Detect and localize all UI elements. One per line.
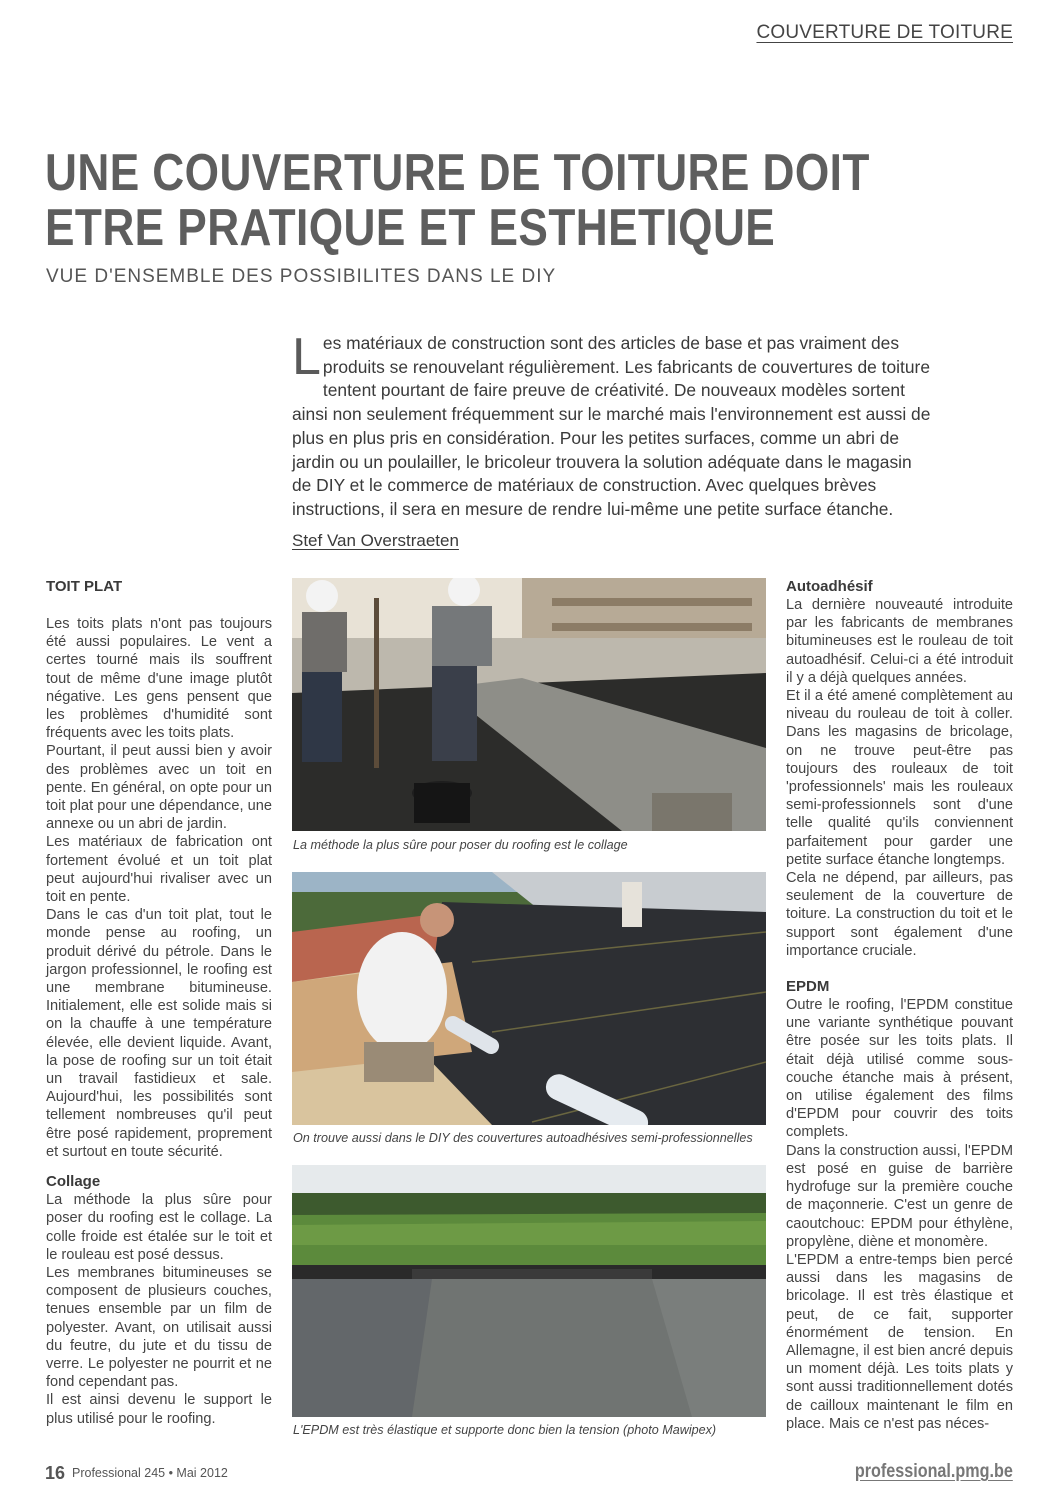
- paragraph: Dans le cas d'un toit plat, tout le monde pense au roofing, un produit dérivé du pétrole. Dans le jargon professionnel, le roofing est une membrane bitumineuse. Initialement, elle est solide mais si on la chauffe à une température élevée, elle devient liquide. Avant, la pose de roofing sur un toit était un travail fastidieux et sale. Aujourd'hui, les possibilités sont tellement nombreuses qu'il peut être posé rapidement, proprement et surtout en toute sécurité.: [46, 907, 272, 1160]
- right-column: [786, 578, 1013, 1433]
- paragraph: Les membranes bitumineuses se composent de plusieurs couches, tenues ensemble par un film de polyester. Avant, on utilisait aussi du feutre, du jute et du tissu de verre. Le polyester ne pourrit et ne fond cependant pas.: [46, 1264, 272, 1391]
- epdm-roof-image: [292, 1165, 766, 1417]
- article-subtitle: VUE D'ENSEMBLE DES POSSIBILITES DANS LE DIY: [46, 266, 557, 287]
- title-line-2: ETRE PRATIQUE ET ESTHETIQUE: [45, 199, 776, 257]
- photo-caption: On trouve aussi dans le DIY des couvertures autoadhésives semi-professionnelles: [293, 1131, 753, 1145]
- section-label: COUVERTURE DE TOITURE: [756, 22, 1013, 43]
- paragraph: Les toits plats n'ont pas toujours été aussi populaires. Le vent a certes tourné mais ils souffrent tout de même d'une image plutôt négative. Les gens pensent que les problèmes d'humidité sont fréquents avec les toits plats.: [46, 616, 272, 742]
- page-number: 16: [45, 1463, 66, 1483]
- left-column: [46, 578, 272, 1428]
- article-intro: [292, 328, 932, 522]
- paragraph: Et il a été amené complètement au niveau du rouleau de toit à coller. Dans les magasins de bricolage, on ne trouve peut-être pas toujours des rouleaux de toit 'professionnels' mais les rouleaux semi-professionnels sont d'une telle qualité qu'ils conviennent parfaitement pour garder une petite surface étanche longtemps.: [786, 688, 1013, 868]
- intro-text: es matériaux de construction sont des articles de base et pas vraiment des produits se renouvelant régulièrement. Les fabricants de couvertures de toiture tentent pourtant de faire preuve de créativité. De nouveaux modèles sortent ainsi non seulement fréquemment sur le marché mais l'environnement est aussi de plus en plus pris en considération. Pour les petites surfaces, comme un abri de jardin ou un poulailler, le bricoleur trouvera la solution adéquate dans le magasin de DIY et le commerce de matériaux de construction. Avec quelques brèves instructions, il sera en mesure de rendre lui-même une petite surface étanche.: [292, 333, 931, 519]
- paragraph: La dernière nouveauté introduite par les fabricants de membranes bitumineuses est le rouleau de toit autoadhésif. Celui-ci a été introduit il y a déjà quelques années.: [786, 597, 1013, 686]
- website-link[interactable]: professional.pmg.be: [855, 1461, 1013, 1482]
- section-heading-toit-plat: TOIT PLAT: [46, 578, 123, 595]
- photo-caption: La méthode la plus sûre pour poser du roofing est le collage: [293, 838, 628, 852]
- issue-info: Professional 245 • Mai 2012: [72, 1466, 228, 1480]
- drop-cap: L: [292, 328, 321, 386]
- paragraph: Dans la construction aussi, l'EPDM est posé en guise de barrière hydrofuge sur la première couche de maçonnerie. C'est un genre de caoutchouc: EPDM pour éthylène, propylène, diène et monomère.: [786, 1142, 1013, 1250]
- photo-epdm-roof: [292, 1165, 766, 1417]
- paragraph: Les matériaux de fabrication ont fortement évolué et un toit plat peut aujourd'hui rivaliser avec un toit en pente.: [46, 834, 272, 906]
- author-byline: Stef Van Overstraeten: [292, 531, 459, 550]
- roofing-workers-image: [292, 578, 766, 831]
- photo-caption: L'EPDM est très élastique et supporte donc bien la tension (photo Mawipex): [293, 1423, 717, 1437]
- paragraph: Il est ainsi devenu le support le plus utilisé pour le roofing.: [46, 1392, 272, 1427]
- paragraph: La méthode la plus sûre pour poser du roofing est le collage. La colle froide est étalée sur le toit et le rouleau est posé dessus.: [46, 1192, 272, 1263]
- photo-self-adhesive-roof: [292, 872, 766, 1125]
- subheading-epdm: EPDM: [786, 978, 830, 996]
- title-line-1: UNE COUVERTURE DE TOITURE DOIT: [45, 144, 870, 202]
- paragraph: Pourtant, il peut aussi bien y avoir des problèmes avec un toit en pente. En général, on opte pour un toit plat pour une dépendance, une annexe ou un abri de jardin.: [46, 743, 272, 833]
- self-adhesive-roof-image: [292, 872, 766, 1125]
- paragraph: Outre le roofing, l'EPDM constitue une variante synthétique pouvant être posée sur les toits plats. Il était déjà utilisé comme sous-couche étanche mais à présent, on utilise également des films d'EPDM pour couvrir des toits complets.: [786, 997, 1013, 1141]
- paragraph: Cela ne dépend, par ailleurs, pas seulement de la couverture de toiture. La construction du toit et le support sont également d'une importance cruciale.: [786, 870, 1013, 959]
- subheading-collage: Collage: [46, 1173, 101, 1191]
- photo-roofing-workers: [292, 578, 766, 831]
- subheading-autoadhesif: Autoadhésif: [786, 578, 873, 595]
- article-title: [45, 144, 870, 257]
- paragraph: L'EPDM a entre-temps bien percé aussi dans les magasins de bricolage. Il est très élastique et peut, de ce fait, supporter énormément de tension. En Allemagne, il est bien ancré depuis un moment déjà. Les toits plats y sont aussi traditionnellement dotés de cailloux maintenant le film en place. Mais ce n'est pas néces-: [786, 1251, 1013, 1432]
